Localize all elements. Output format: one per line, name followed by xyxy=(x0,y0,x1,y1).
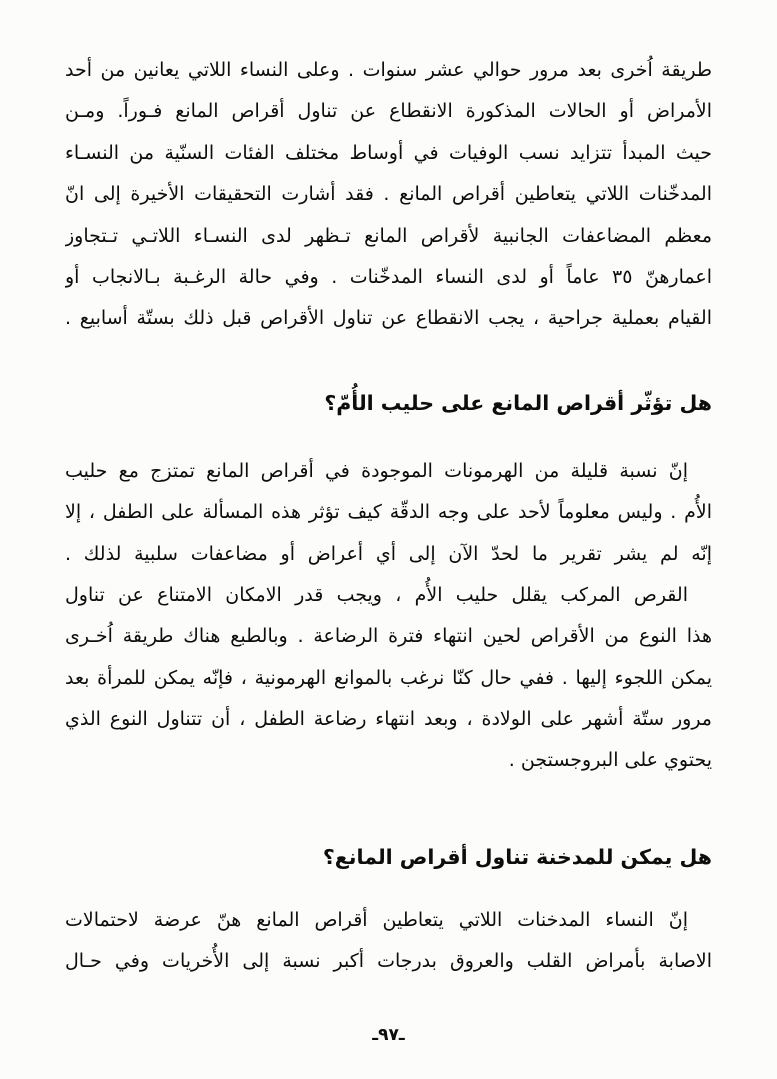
text-line: يحتوي على البروجستجن . xyxy=(508,749,712,772)
text-line: القيام بعملية جراحية ، يجب الانقطاع عن تناول الأقراص قبل ذلك بستّة أسابيع . xyxy=(65,307,712,330)
paragraph-3 xyxy=(65,900,712,983)
text-line: إنّه لم يشر تقرير ما لحدّ الآن إلى أي أعراض أو مضاعفات سلبية لذلك . xyxy=(65,542,712,565)
text-line: اعمارهنّ ٣٥ عاماً أو لدى النساء المدخّنات . وفي حالة الرغـبة بـالانجاب أو xyxy=(65,265,712,288)
paragraph-1 xyxy=(65,50,712,340)
text-line: مرور ستّة أشهر على الولادة ، وبعد انتهاء رضاعة الطفل ، أن تتناول النوع الذي xyxy=(65,708,712,731)
page-number: ـ٩٧ـ xyxy=(372,1024,405,1045)
text-line: المدخّنات اللاتي يتعاطين أقراص المانع . فقد أشارت التحقيقات الأخيرة إلى انّ xyxy=(65,183,712,206)
paragraph-2 xyxy=(65,451,712,782)
text-line: معظم المضاعفات الجانبية لأقراص المانع تـظهر لدى النسـاء اللاتـي تـتجاوز xyxy=(65,224,712,247)
section-heading-breast-milk: هل تؤثّر أقراص المانع على حليب الأُمّ؟ xyxy=(324,390,712,415)
text-line: حيث المبدأ تتزايد نسب الوفيات في أوساط مختلف الفئات السنّية من النسـاء xyxy=(65,141,712,164)
text-line: الاصابة بأمراض القلب والعروق بدرجات أكبر نسبة إلى الأُخريات وفي حـال xyxy=(65,950,712,973)
section-heading-smoker: هل يمكن للمدخنة تناول أقراص المانع؟ xyxy=(322,844,712,869)
text-line: هذا النوع من الأقراص لحين انتهاء فترة الرضاعة . وبالطبع هناك طريقة اُخـرى xyxy=(65,625,712,648)
text-line: طريقة اُخرى بعد مرور حوالي عشر سنوات . وعلى النساء اللاتي يعانين من أحد xyxy=(65,59,712,81)
text-line: إنّ النساء المدخنات اللاتي يتعاطين أقراص المانع هنّ عرضة لاحتمالات xyxy=(65,908,688,931)
text-line: إنّ نسبة قليلة من الهرمونات الموجودة في أقراص المانع تمتزج مع حليب xyxy=(65,459,688,482)
text-line: الأُم . وليس معلوماً لأحد على وجه الدقّة كيف تؤثر هذه المسألة على الطفل ، إلا xyxy=(65,501,712,524)
text-line: الأمراض أو الحالات المذكورة الانقطاع عن تناول أقراص المانع فـوراً. ومـن xyxy=(65,100,712,123)
text-line: يمكن اللجوء إليها . ففي حال كنّا نرغب بالموانع الهرمونية ، فإنّه يمكن للمرأة بعد xyxy=(65,666,712,689)
text-line: القرص المركب يقلل حليب الأُم ، ويجب قدر الامكان الامتناع عن تناول xyxy=(65,583,688,606)
